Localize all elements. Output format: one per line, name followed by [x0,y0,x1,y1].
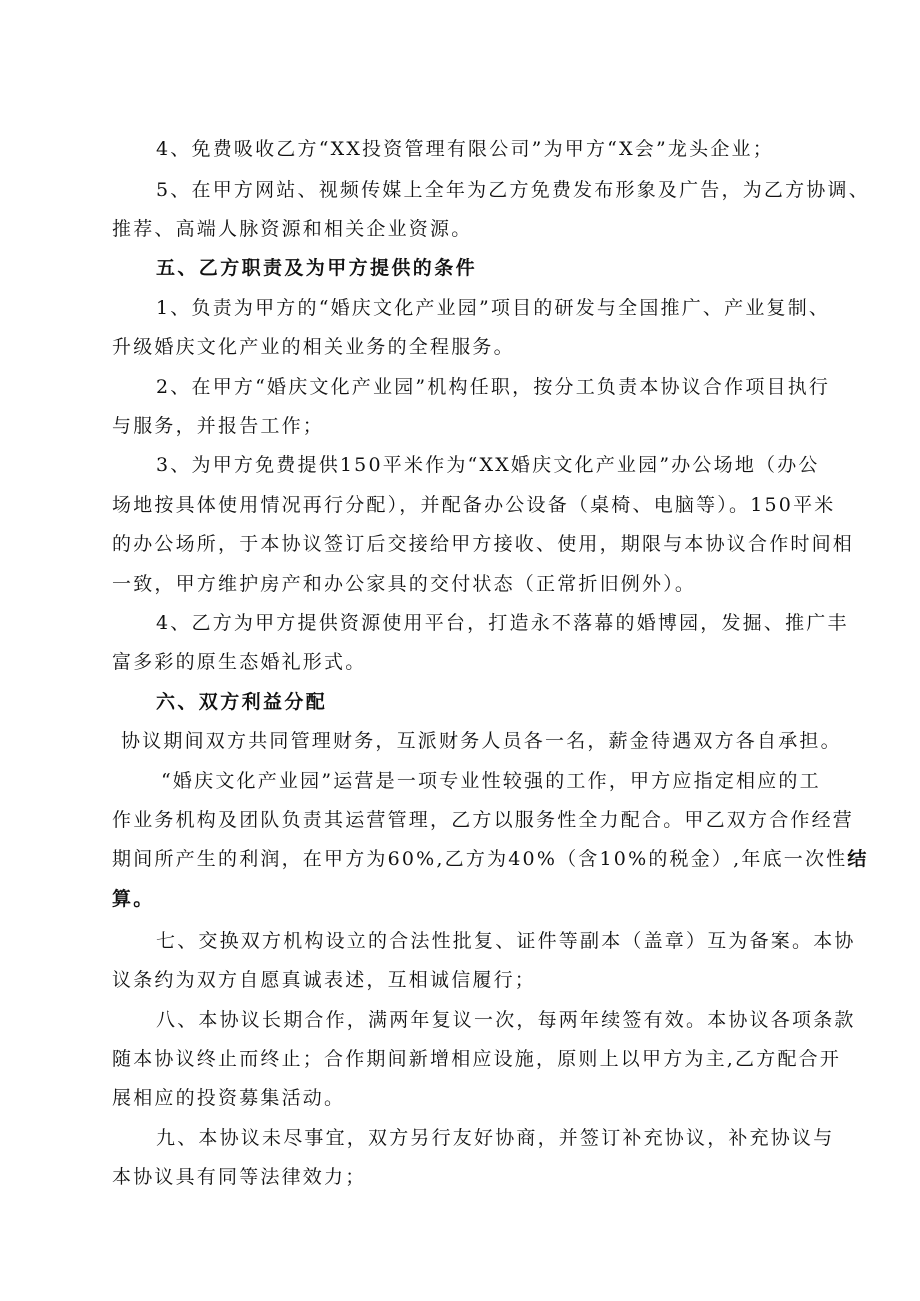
section-7-line-1: 七、交换双方机构设立的合法性批复、证件等副本（盖章）互为备案。本协 [156,930,856,952]
section-6-p2-line-3-bold: 结 [847,848,869,870]
section-5-p1-line-2: 升级婚庆文化产业的相关业务的全程服务。 [112,336,515,358]
item-4-line-1: 4、免费吸收乙方“XX投资管理有限公司”为甲方“X会”龙头企业； [156,138,774,160]
section-9-line-1: 九、本协议未尽事宜，双方另行友好协商，并签订补充协议，补充协议与 [156,1127,835,1149]
section-5-p4-line-1: 4、乙方为甲方提供资源使用平台，打造永不落幕的婚博园，发掘、推广丰 [156,612,849,634]
section-6-p1-line-1: 协议期间双方共同管理财务，互派财务人员各一名，薪金待遇双方各自承担。 [121,730,842,752]
section-5-p1-line-1: 1、负责为甲方的“婚庆文化产业园”项目的研发与全国推广、产业复制、 [156,297,831,319]
section-6-p2-line-3 [112,847,869,871]
section-5-p2-line-2: 与服务，并报告工作； [112,415,325,437]
section-5-p3-line-3: 的办公场所，于本协议签订后交接给甲方接收、使用，期限与本协议合作时间相 [112,533,855,555]
section-5-p4-line-2: 富多彩的原生态婚礼形式。 [112,651,367,673]
section-5-p2-line-1: 2、在甲方“婚庆文化产业园”机构任职，按分工负责本协议合作项目执行 [156,376,831,398]
section-6-p2-line-2: 作业务机构及团队负责其运营管理，乙方以服务性全力配合。甲乙双方合作经营 [112,809,855,831]
section-8-line-3: 展相应的投资募集活动。 [112,1087,346,1109]
section-6-p2-line-1: “婚庆文化产业园”运营是一项专业性较强的工作，甲方应指定相应的工 [161,770,821,792]
section-5-heading: 五、乙方职责及为甲方提供的条件 [156,257,478,279]
section-6-heading: 六、双方利益分配 [156,691,328,713]
section-9-line-2: 本协议具有同等法律效力； [112,1166,367,1188]
section-7-line-2: 议条约为双方自愿真诚表述，互相诚信履行； [112,969,537,991]
section-6-p2-line-3-main: 期间所产生的利润，在甲方为60%,乙方为40%（含10%的税金）,年底一次性 [112,848,848,870]
item-5-line-2: 推荐、高端人脉资源和相关企业资源。 [112,218,473,240]
section-6-p2-line-4: 算。 [112,888,155,910]
section-5-p3-line-2: 场地按具体使用情况再行分配），并配备办公设备（桌椅、电脑等）。150平米 [112,494,836,516]
section-8-line-2: 随本协议终止而终止；合作期间新增相应设施，原则上以甲方为主,乙方配合开 [112,1048,842,1070]
section-5-p3-line-4: 一致，甲方维护房产和办公家具的交付状态（正常折旧例外）。 [112,573,697,595]
item-5-line-1: 5、在甲方网站、视频传媒上全年为乙方免费发布形象及广告，为乙方协调、 [156,179,870,201]
section-8-line-1: 八、本协议长期合作，满两年复议一次，每两年续签有效。本协议各项条款 [156,1009,856,1031]
section-5-p3-line-1: 3、为甲方免费提供150平米作为“XX婚庆文化产业园”办公场地（办公 [156,454,820,476]
